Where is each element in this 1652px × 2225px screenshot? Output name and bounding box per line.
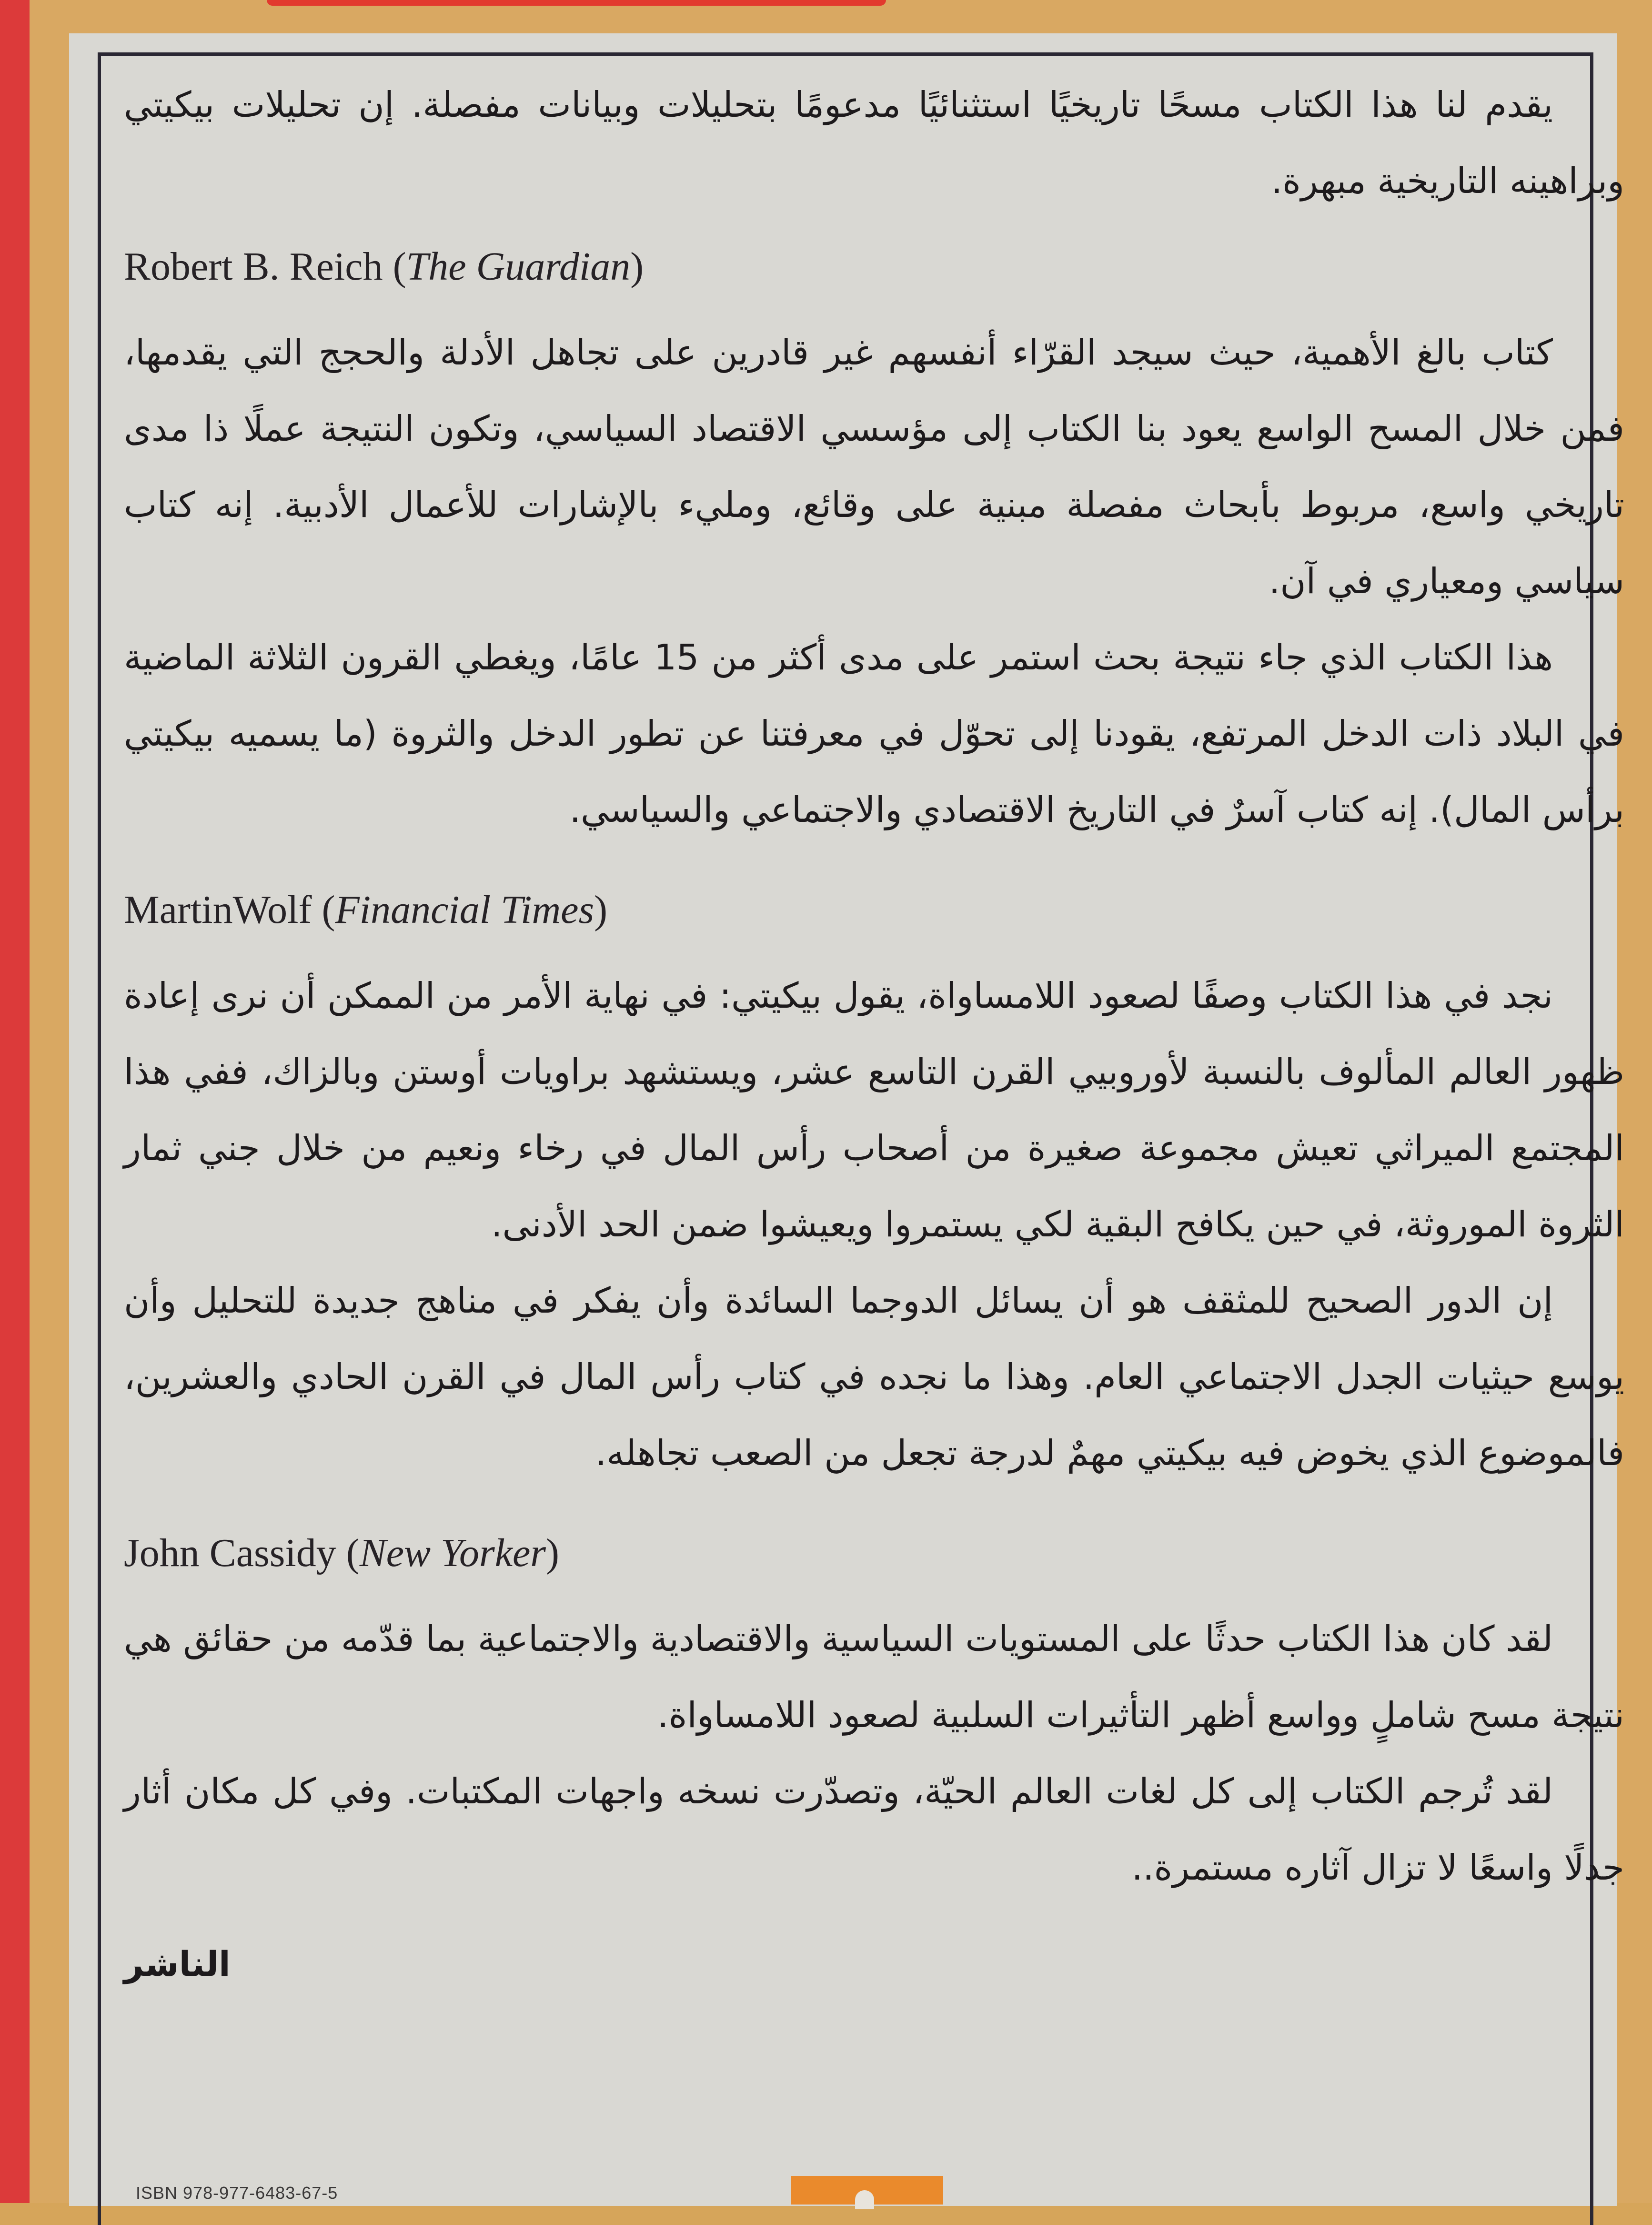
publisher-logo: [791, 2176, 943, 2205]
review-attribution: Robert B. Reich (The Guardian): [124, 244, 644, 289]
back-cover-content: [124, 67, 1624, 1984]
review-attribution: John Cassidy (New Yorker): [124, 1531, 559, 1575]
review-paragraph: لقد كان هذا الكتاب حدثًا على المستويات السياسية والاقتصادية والاجتماعية بما قدّمه من حقائق هي نتيجة مسح شاملٍ وواسع أظهر التأثيرات السلبية لصعود اللامساواة.: [124, 1618, 1624, 1736]
publisher-signature: الناشر: [124, 1944, 231, 1984]
review-source: The Guardian: [406, 244, 631, 289]
review-paragraph: نجد في هذا الكتاب وصفًا لصعود اللامساواة، يقول بيكيتي: في نهاية الأمر من الممكن أن نرى إعادة ظهور العالم المألوف بالنسبة لأوروبيي القرن التاسع عشر، ويستشهد براويات أوستن وبالزاك، ففي هذا المجتمع الميراثي تعيش مجموعة صغيرة من أصحاب رأس المال في رخاء ونعيم من خلال جني ثمار الثروة الموروثة، في حين يكافح البقية لكي يستمروا ويعيشوا ضمن الحد الأدنى.: [124, 975, 1624, 1245]
review-source: New Yorker: [359, 1531, 546, 1575]
review-paragraph: كتاب بالغ الأهمية، حيث سيجد القرّاء أنفسهم غير قادرين على تجاهل الأدلة والحجج التي يقدمها، فمن خلال المسح الواسع يعود بنا الكتاب إلى مؤسسي الاقتصاد السياسي، وتكون النتيجة عملًا ذا مدى تاريخي واسع، مربوط بأبحاث مفصلة مبنية على وقائع، ومليء بالإشارات للأعمال الأدبية. إنه كتاب سياسي ومعياري في آن.: [124, 332, 1624, 602]
logo-emblem-icon: [855, 2190, 874, 2209]
cover-red-edge: [0, 0, 30, 2203]
review-source: Financial Times: [335, 888, 594, 932]
cover-top-red-edge: [267, 0, 886, 6]
review-attribution: MartinWolf (Financial Times): [124, 888, 608, 932]
isbn-number: ISBN 978-977-6483-67-5: [136, 2183, 338, 2203]
review-paragraph: لقد تُرجم الكتاب إلى كل لغات العالم الحيّة، وتصدّرت نسخه واجهات المكتبات. وفي كل مكان أثار جدلًا واسعًا لا تزال آثاره مستمرة..: [124, 1771, 1624, 1888]
review-author: MartinWolf: [124, 888, 312, 932]
intro-paragraph: يقدم لنا هذا الكتاب مسحًا تاريخيًا استثنائيًا مدعومًا بتحليلات وبيانات مفصلة. إن تحليلات بيكيتي وبراهينه التاريخية مبهرة.: [124, 84, 1624, 202]
review-paragraph: إن الدور الصحيح للمثقف هو أن يسائل الدوجما السائدة وأن يفكر في مناهج جديدة للتحليل وأن يوسع حيثيات الجدل الاجتماعي العام. وهذا ما نجده في كتاب رأس المال في القرن الحادي والعشرين، فالموضوع الذي يخوض فيه بيكيتي مهمٌ لدرجة تجعل من الصعب تجاهله.: [124, 1280, 1624, 1474]
review-author: Robert B. Reich: [124, 244, 383, 289]
review-author: John Cassidy: [124, 1531, 336, 1575]
review-paragraph: هذا الكتاب الذي جاء نتيجة بحث استمر على مدى أكثر من 15 عامًا، ويغطي القرون الثلاثة الماضية في البلاد ذات الدخل المرتفع، يقودنا إلى تحوّل في معرفتنا عن تطور الدخل والثروة (ما يسميه بيكيتي برأس المال). إنه كتاب آسرٌ في التاريخ الاقتصادي والاجتماعي والسياسي.: [124, 637, 1624, 830]
